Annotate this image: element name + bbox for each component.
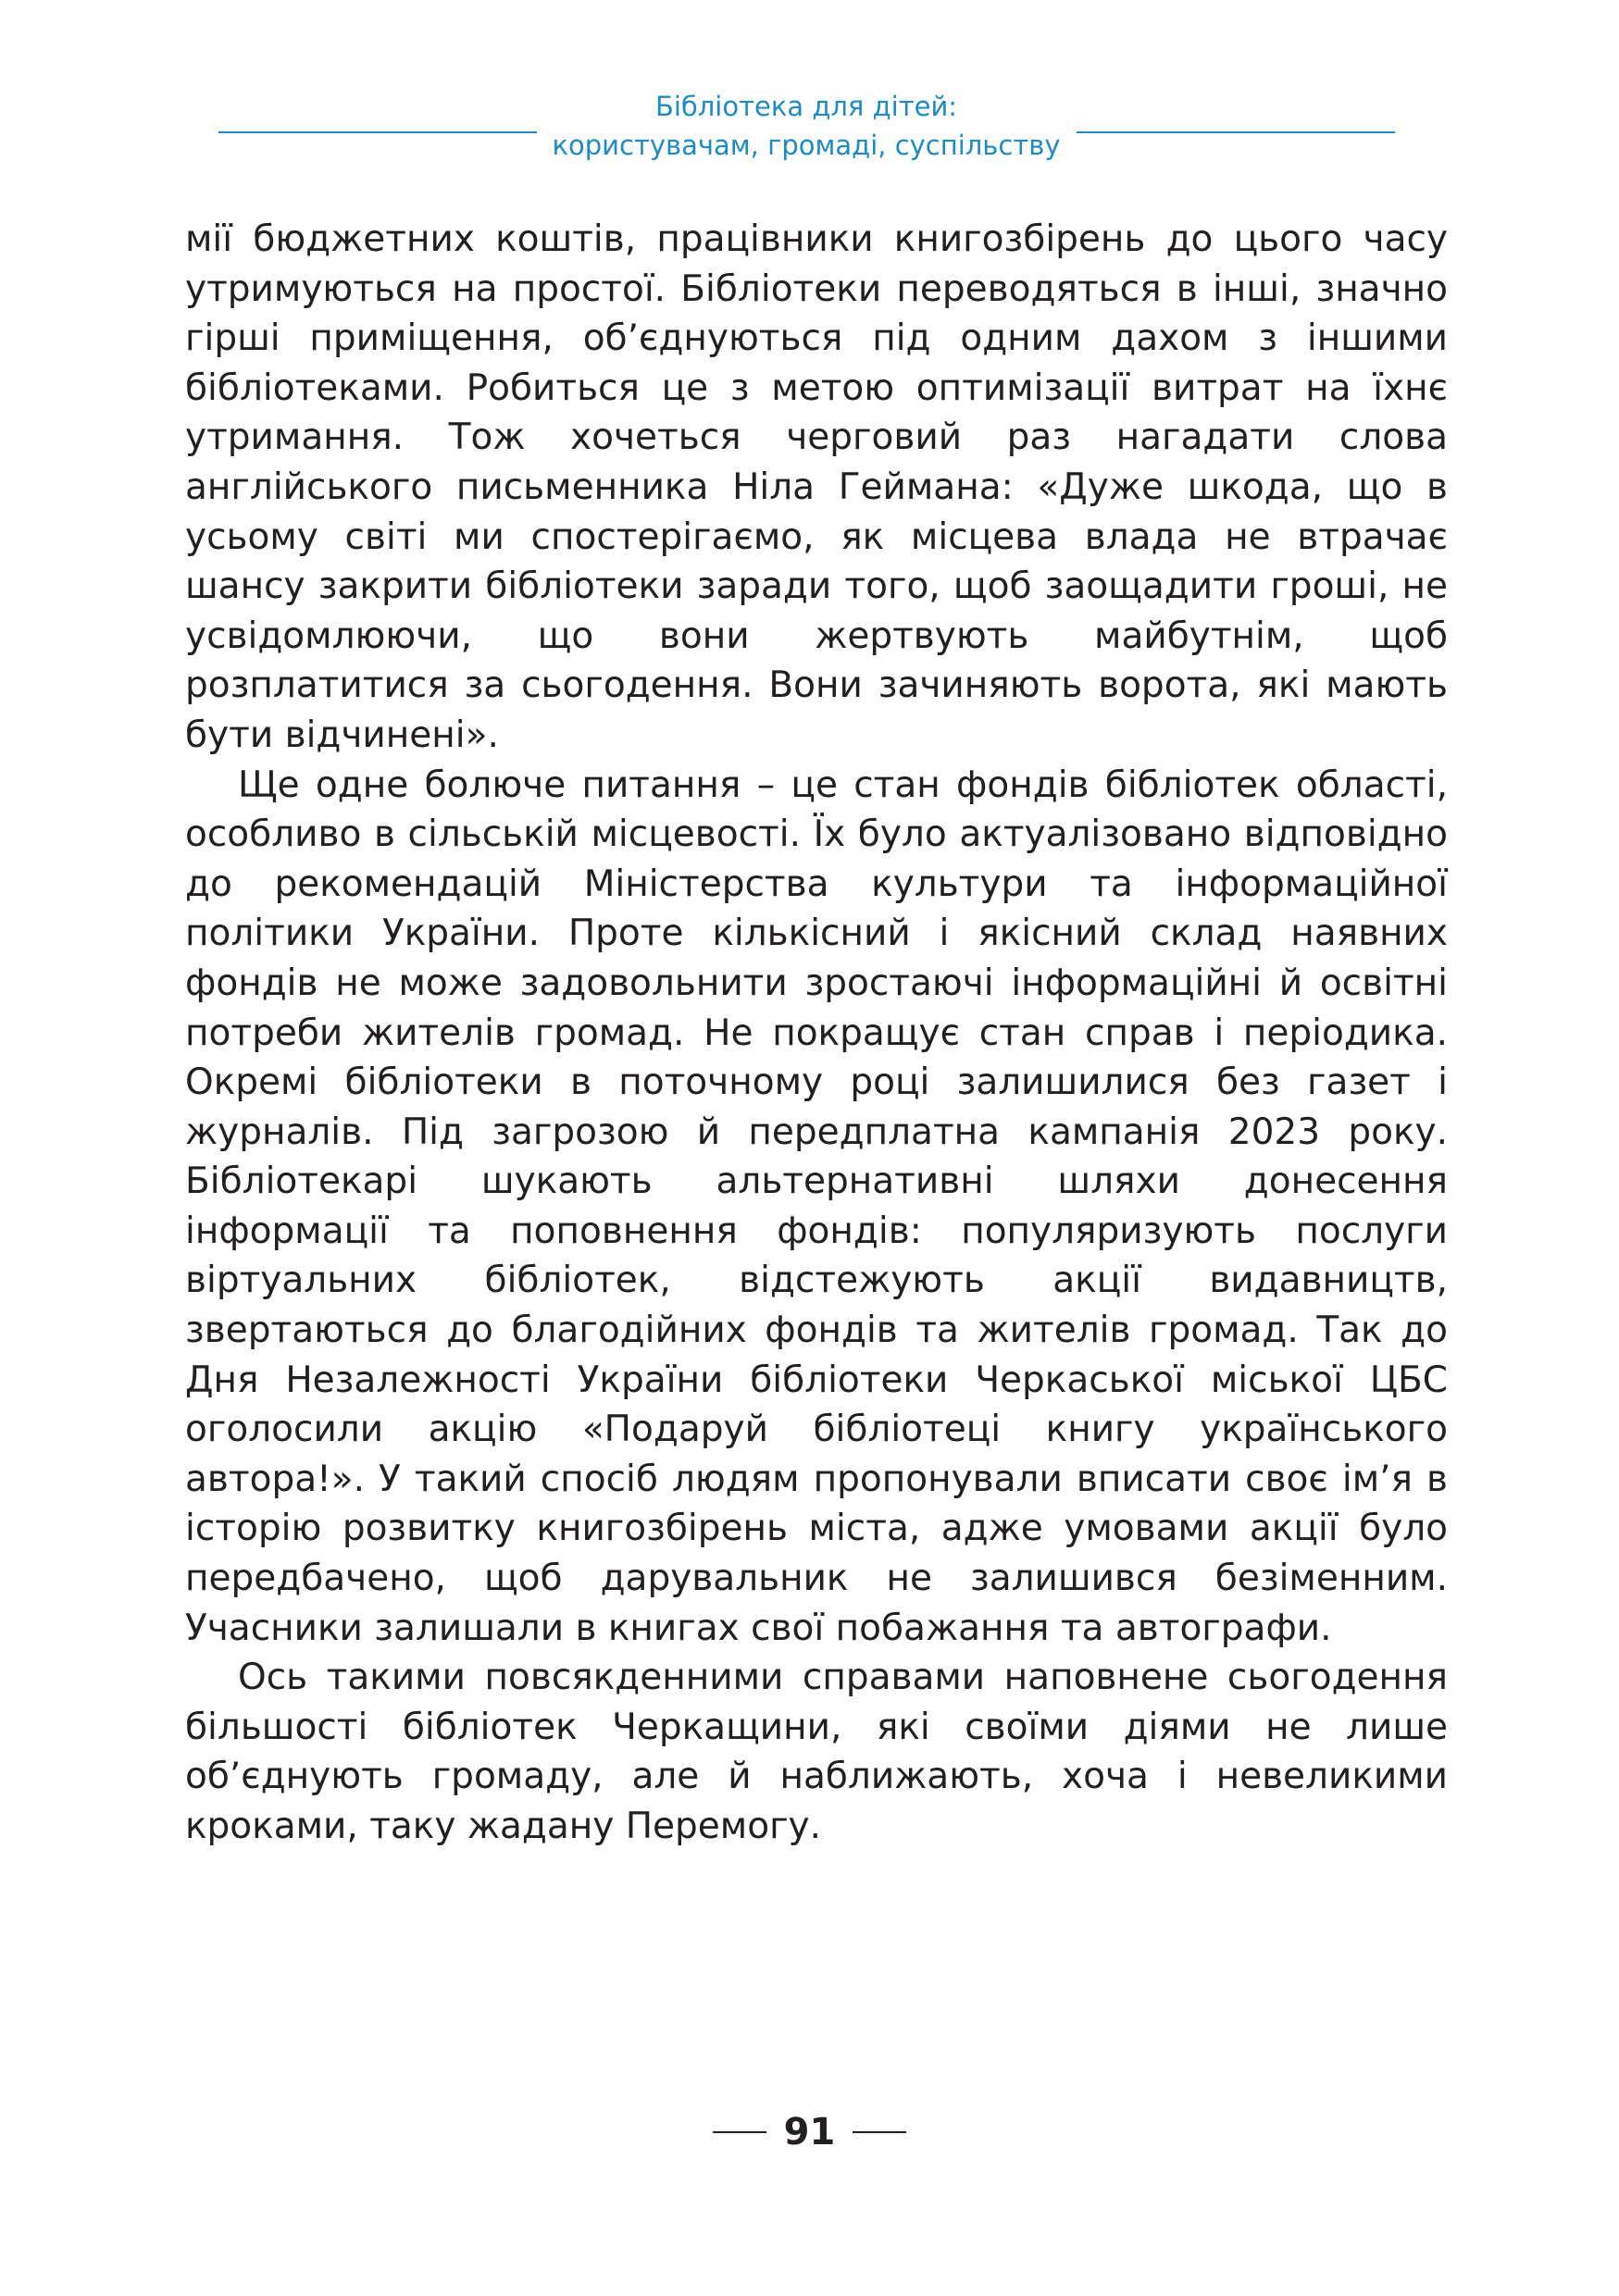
body-text xyxy=(185,215,1448,1852)
page-number: 91 xyxy=(783,2111,836,2153)
header-rule-left xyxy=(218,131,537,133)
header-title xyxy=(546,87,1066,165)
header-title-line-2: користувачам, громаді, суспільству xyxy=(552,130,1061,161)
running-header xyxy=(0,87,1619,170)
page-number-dash-left xyxy=(713,2131,766,2133)
page-footer xyxy=(0,2106,1619,2162)
page-number-dash-right xyxy=(853,2131,906,2133)
paragraph-2: Ще одне болюче питання – це стан фондів бібліотек області, особливо в сільській місцевості. Їх було актуалізовано відповідно до рекомендацій Міністерства культури та інформаційної політики України. Проте кількісний і якісний склад наявних фондів не може задовольнити зростаючі інформаційні й освітні потреби жителів громад. Не покращує стан справ і періодика. Окремі бібліотеки в поточному році залишилися без газет і журналів. Під загрозою й передплатна кампанія 2023 року. Бібліотекарі шукають альтернативні шляхи донесення інформації та поповнення фондів: популяризують послуги віртуальних бібліотек, відстежують акції видавництв, звертаються до благодійних фондів та жителів громад. Так до Дня Незалежності України бібліотеки Черкаської міської ЦБС оголосили акцію «Подаруй бібліотеці книгу українського автора!». У такий спосіб людям пропонували вписати своє ім’я в історію розвитку книгозбірень міста, адже умовами акції було передбачено, щоб дарувальник не залишився безіменним. Учасники залишали в книгах свої побажання та автографи. xyxy=(185,763,1448,1649)
paragraph-1: мії бюджетних коштів, працівники книгозбірень до цього часу утримуються на простої. Бібліотеки переводяться в інші, значно гірші приміщення, об’єднуються під одним дахом з іншими бібліотеками. Робиться це з метою оптимізації витрат на їхнє утримання. Тож хочеться черговий раз нагадати слова англійського письменника Ніла Геймана: «Дуже шкода, що в усьому світі ми спостерігаємо, як місцева влада не втрачає шансу закрити бібліотеки заради того, щоб заощадити гроші, не усвідомлюючи, що вони жертвують майбутнім, щоб розплатитися за сьогодення. Вони зачиняють ворота, які мають бути відчинені». xyxy=(185,218,1448,756)
header-rule-right xyxy=(1077,131,1395,133)
paragraph-3: Ось такими повсякденними справами наповнене сьогодення більшості бібліотек Черкащини, які своїми діями не лише об’єднують громаду, але й наближають, хоча і невеликими кроками, таку жадану Перемогу. xyxy=(185,1657,1448,1847)
header-title-line-1: Бібліотека для дітей: xyxy=(654,91,958,122)
